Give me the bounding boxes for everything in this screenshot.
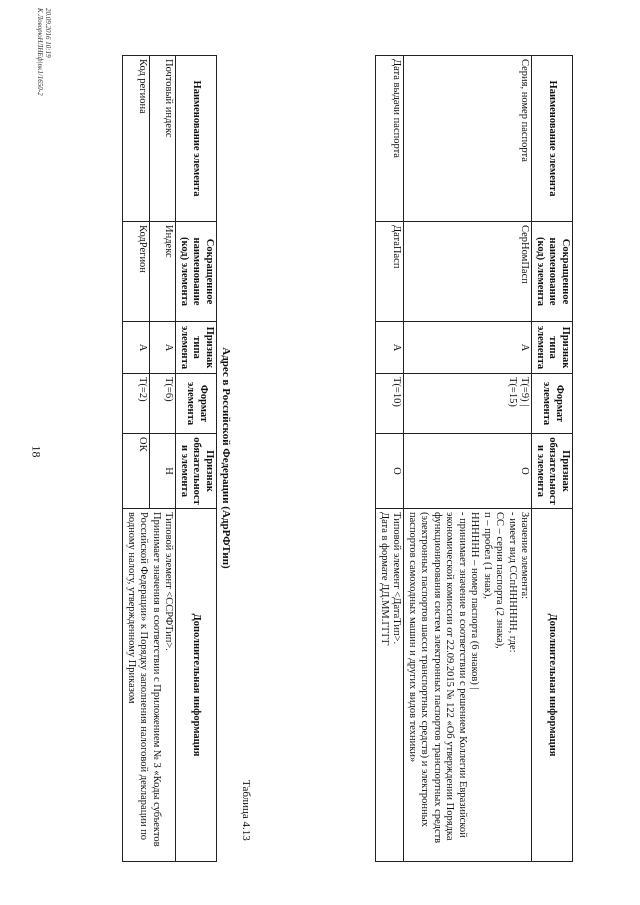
stamp-line-2: К ЛоворюНЛНЕф|пк1/1650-2	[36, 8, 44, 96]
cell-info: Типовой элемент <ССРФТип>. Принимает значения в соответствии с Приложением № 3 «Коды субъектов Российской Федерации» к Порядку заполнения налоговой декларации по водному налогу, утвержденному Приказом	[123, 509, 176, 862]
elements-table-2	[123, 55, 218, 862]
cell-code: Индекс	[150, 222, 177, 322]
stamp-line-1: 20.09.2016 10:19	[44, 8, 52, 58]
cell-required: Н	[150, 434, 177, 509]
header-type: Признак типа элемента	[532, 322, 573, 374]
elements-table-1	[376, 55, 574, 862]
cell-required: ОК	[123, 434, 150, 509]
table-header-row	[176, 56, 217, 862]
header-code: Сокращенное наименование (код) элемента	[176, 222, 217, 322]
header-name: Наименование элемента	[532, 56, 573, 222]
header-format: Формат элемента	[532, 374, 573, 434]
cell-name: Дата выдачи паспорта	[376, 56, 404, 222]
cell-name: Серия, номер паспорта	[404, 56, 532, 222]
cell-code: ДатаПасп	[376, 222, 404, 322]
table-row	[404, 56, 532, 862]
page-number: 18	[29, 445, 44, 458]
cell-required: О	[376, 434, 404, 509]
cell-name: Почтовый индекс	[150, 56, 177, 222]
header-required: Признак обязательности элемента	[176, 434, 217, 509]
cell-info: Типовой элемент <ДатаТип>. Дата в формате ДД.ММ.ГГГГ	[376, 509, 404, 862]
cell-code: СерНомПасп	[404, 222, 532, 322]
table-label: Таблица 4.13	[240, 780, 252, 841]
header-required: Признак обязательности элемента	[532, 434, 573, 509]
cell-type: А	[376, 322, 404, 374]
cell-format: T(=6)	[150, 374, 177, 434]
cell-name: Код региона	[123, 56, 150, 222]
print-stamp	[36, 8, 52, 96]
table-header-row	[532, 56, 573, 862]
cell-info: Значение элемента: - имеет вид ССпНННННН, где: СС – серия паспорта (2 знака), п – пробел (1 знак), НННННН – номер паспорта (6 знаков) | - принимает значение в соответствии с решением Коллегии Евразийской экономической комиссии от 22.09.2015 № 122 «Об утверждении Порядка функционирования систем электронных паспортов транспортных средств (электронных паспортов шасси транспортных средств) и электронных паспортов самоходных машин и других видов техники»	[404, 509, 532, 862]
header-type: Признак типа элемента	[176, 322, 217, 374]
cell-code: КодРегион	[123, 222, 150, 322]
cell-type: А	[123, 322, 150, 374]
header-name: Наименование элемента	[176, 56, 217, 222]
table-row	[150, 56, 177, 862]
table-caption: Адрес в Российской Федерации (АдрРФТип)	[220, 347, 232, 569]
cell-type: А	[404, 322, 532, 374]
cell-format: T(=9) | T(=15)	[404, 374, 532, 434]
table-row	[376, 56, 404, 862]
header-format: Формат элемента	[176, 374, 217, 434]
cell-format: T(=10)	[376, 374, 404, 434]
header-code: Сокращенное наименование (код) элемента	[532, 222, 573, 322]
cell-required: О	[404, 434, 532, 509]
cell-type: А	[150, 322, 177, 374]
cell-format: T(=2)	[123, 374, 150, 434]
header-info: Дополнительная информация	[532, 509, 573, 862]
header-info: Дополнительная информация	[176, 509, 217, 862]
